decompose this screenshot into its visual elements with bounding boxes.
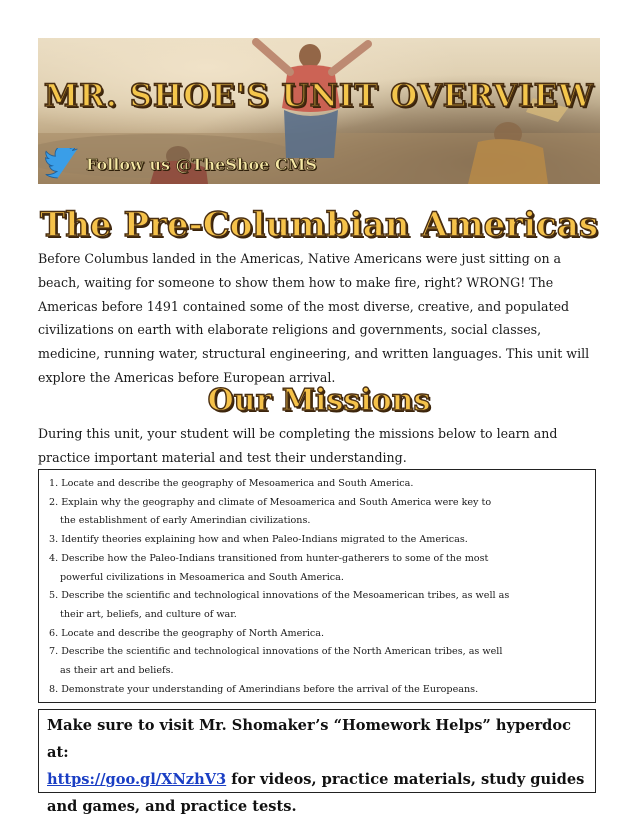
list-item: 3. Identify theories explaining how and when Paleo-Indians migrated to the Americas. <box>49 534 468 546</box>
missions-intro-paragraph: During this unit, your student will be completing the missions below to learn and practice important material and test their understanding. <box>38 426 558 465</box>
homework-helps-box <box>38 709 596 815</box>
list-item: 7. Describe the scientific and technological innovations of the North American tribes, as well as their art and beliefs. <box>49 646 503 677</box>
follow-text[interactable]: Follow us @TheShoe CMS <box>86 154 317 174</box>
homework-helps-text: Make sure to visit Mr. Shomaker’s “Homework Helps” hyperdoc at: https://goo.gl/XNzhV3 for videos, practice materials, study guides and games, and practice tests. <box>47 717 585 815</box>
missions-box <box>38 469 596 703</box>
list-item: 8. Demonstrate your understanding of Amerindians before the arrival of the Europeans. <box>49 683 479 695</box>
intro-paragraph: Before Columbus landed in the Americas, Native Americans were just sitting on a beach, waiting for someone to show them how to make fire, right? WRONG! The Americas before 1491 contained some of the most diverse, creative, and populated civilizations on earth with elaborate religions and governments, social classes, medicine, running water, structural engineering, and written languages. This unit will explore the Americas before European arrival. <box>38 251 590 385</box>
missions-heading: Our Missions <box>207 383 431 418</box>
list-item: 1. Locate and describe the geography of Mesoamerica and South America. <box>49 478 414 489</box>
page-title: The Pre-Columbian Americas <box>39 205 599 245</box>
banner-title: MR. SHOE'S UNIT OVERVIEW <box>43 78 595 114</box>
follow-bar[interactable] <box>38 144 328 184</box>
list-item: 5. Describe the scientific and technological innovations of the Mesoamerican tribes, as well as their art, beliefs, and culture of war. <box>49 590 510 620</box>
list-item: 2. Explain why the geography and climate of Mesoamerica and South America were key to the establishment of early Amerindian civilizations. <box>49 496 492 527</box>
hyperdoc-link[interactable]: https://goo.gl/XNzhV3 <box>47 771 227 788</box>
missions-list <box>49 475 585 699</box>
list-item: 4. Describe how the Paleo-Indians transitioned from hunter-gatherers to some of the most powerful civilizations in Mesoamerica and South America. <box>49 552 489 583</box>
header-banner <box>38 38 600 184</box>
list-item: 6. Locate and describe the geography of North America. <box>49 627 325 639</box>
